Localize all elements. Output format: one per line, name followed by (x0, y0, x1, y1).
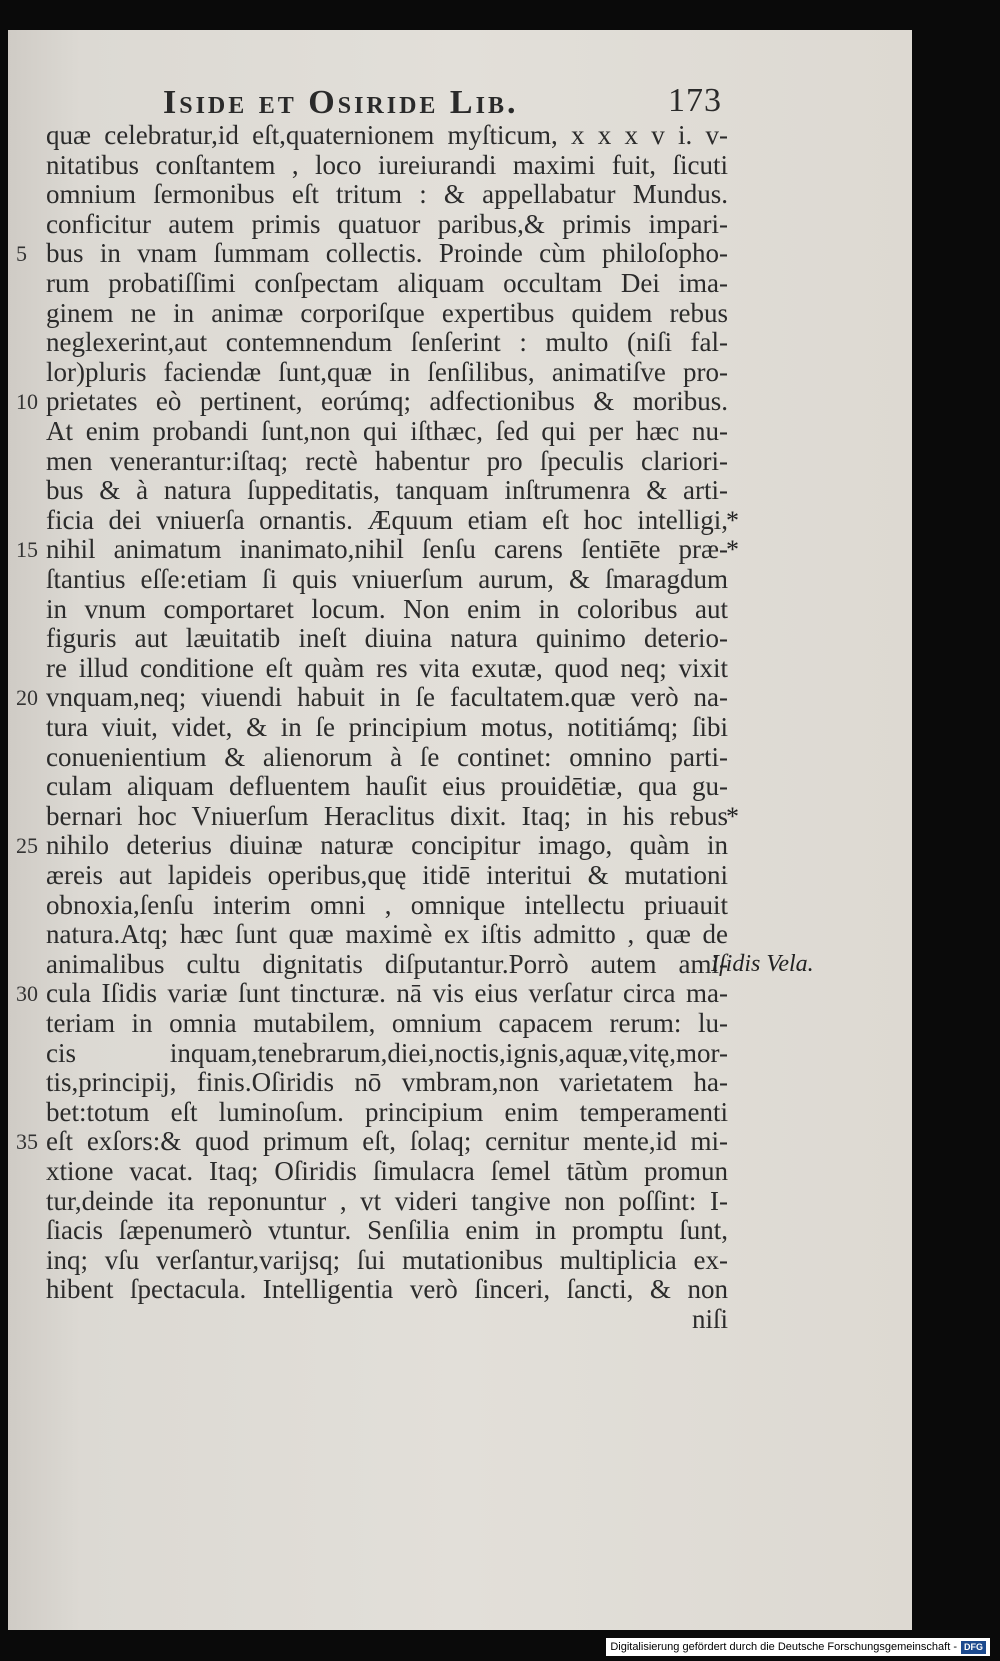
line-text: rum probatiſſimi conſpectam aliquam occultam Dei ima- (46, 268, 728, 298)
line-text: in vnum comportaret locum. Non enim in coloribus aut (46, 593, 728, 624)
text-line (8, 209, 912, 240)
line-text: omnium ſermonibus eſt tritum : & appellabatur Mundus. (46, 179, 728, 210)
line-number: 10 (16, 389, 38, 415)
line-text: neglexerint,aut contemnendum ſenſerint : multo (niſi fal- (46, 327, 728, 358)
line-text: obnoxia,ſenſu interim omni , omnique intellectu priuauit (46, 889, 728, 920)
text-line (8, 742, 912, 773)
text-line (8, 179, 912, 210)
line-text: tura viuit, videt, & in ſe principium motus, notitiámq; ſibi (46, 712, 728, 742)
line-number: 5 (16, 241, 27, 267)
line-text: hibent ſpectacula. Intelligentia verò ſinceri, ſancti, & non (46, 1274, 728, 1305)
line-text: men venerantur:iſtaq; rectè habentur pro ſpeculis clariori- (46, 445, 728, 476)
text-line (8, 594, 912, 625)
line-text: ficia dei vniuerſa ornantis. Æquum etiam eſt hoc intelligi, (46, 504, 728, 535)
text-line (8, 653, 912, 684)
line-text: natura.Atq; hæc ſunt quæ maximè ex iſtis admitto , quæ de (46, 919, 728, 950)
line-number: 30 (16, 981, 38, 1007)
line-text: bus in vnam ſummam collectis. Proinde cùm philoſopho- (46, 238, 728, 269)
text-line (8, 238, 912, 269)
line-text: culam aliquam defluentem hauſit eius prouidētiæ, qua gu- (46, 771, 728, 802)
line-text: ſiacis ſæpenumerò vtuntur. Senſilia enim in promptu ſunt, (46, 1215, 728, 1246)
text-line (8, 978, 912, 1009)
text-line (8, 534, 912, 565)
text-line (8, 919, 912, 950)
line-text: ginem ne in animæ corporiſque expertibus quidem rebus (46, 297, 728, 328)
line-text: At enim probandi ſunt,non qui iſthæc, ſed qui per hæc nu- (46, 416, 728, 446)
line-number: 35 (16, 1129, 38, 1155)
text-line (8, 830, 912, 861)
dfg-logo-icon: DFG (961, 1641, 986, 1654)
line-text: conuenientium & alienorum à ſe continet: omnino parti- (46, 741, 728, 772)
line-number: 25 (16, 833, 38, 859)
line-text: re illud conditione eſt quàm res vita exutæ, quod neq; vixit (46, 652, 728, 683)
line-text: cis inquam,tenebrarum,diei,noctis,ignis,aquæ,vitę,mor- (46, 1037, 728, 1068)
text-line (8, 505, 912, 536)
text-line (8, 1097, 912, 1128)
line-text: xtione vacat. Itaq; Oſiridis ſimulacra ſemel tātùm promun (46, 1156, 728, 1186)
text-line (8, 712, 912, 743)
line-text: æreis aut lapideis operibus,quę itidē interitui & mutationi (46, 860, 728, 890)
text-line (8, 1245, 912, 1276)
line-text: eſt exſors:& quod primum eſt, ſolaq; cernitur mente,id mi- (46, 1126, 728, 1157)
text-line (8, 771, 912, 802)
text-line (8, 564, 912, 595)
line-text: nihil animatum inanimato,nihil ſenſu carens ſentiēte præ- (46, 534, 728, 565)
text-line (8, 801, 912, 832)
line-text: prietates eò pertinent, eorúmq; adfectionibus & moribus. (46, 386, 728, 417)
marginal-note: Iſidis Vela. (711, 950, 814, 977)
text-line (8, 386, 912, 417)
asterisk-marginal-mark: * (726, 505, 739, 535)
running-title: Iside et Osiride Lib. (163, 84, 519, 121)
text-line (8, 150, 912, 181)
text-line (8, 298, 912, 329)
line-text: lor)pluris faciendæ ſunt,quæ in ſenſilibus, animatiſve pro- (46, 356, 728, 387)
text-line (8, 1008, 912, 1039)
line-text: quæ celebratur,id eſt,quaternionem myſticum, x x x v i. v- (46, 120, 728, 150)
line-text: figuris aut læuitatib ineſt diuina natura quinimo deterio- (46, 623, 728, 654)
line-text: cula Iſidis variæ ſunt tincturæ. nā vis eius verſatur circa ma- (46, 978, 728, 1009)
text-line (8, 1186, 912, 1217)
text-line (8, 890, 912, 921)
text-line (8, 446, 912, 477)
line-text: nitatibus conſtantem , loco iureiurandi maximi fuit, ſicuti (46, 149, 728, 180)
line-number: 15 (16, 537, 38, 563)
asterisk-marginal-mark: * (726, 535, 739, 565)
text-line (8, 1038, 912, 1069)
text-line (8, 327, 912, 358)
book-page (8, 30, 912, 1630)
text-line (8, 416, 912, 447)
line-text: bus & à natura ſuppeditatis, tanquam inſtrumenra & arti- (46, 475, 728, 506)
line-text: animalibus cultu dignitatis diſputantur.Porrò autem ami- (46, 948, 728, 979)
text-line (8, 357, 912, 388)
text-line (8, 1126, 912, 1157)
text-line (8, 1274, 912, 1305)
line-text: ſtantius eſſe:etiam ſi quis vniuerſum aurum, & ſmaragdum (46, 564, 728, 594)
text-line (8, 475, 912, 506)
line-number: 20 (16, 685, 38, 711)
text-line (8, 860, 912, 891)
text-line (8, 1215, 912, 1246)
text-line (8, 1067, 912, 1098)
line-text: inq; vſu verſantur,varijsq; ſui mutationibus multiplicia ex- (46, 1244, 728, 1275)
text-line (8, 1304, 912, 1335)
line-text: teriam in omnia mutabilem, omnium capacem rerum: lu- (46, 1008, 728, 1038)
asterisk-marginal-mark: * (726, 801, 739, 831)
line-text: tis,principij, finis.Oſiridis nō vmbram,non varietatem ha- (46, 1067, 728, 1098)
text-line (8, 682, 912, 713)
text-line (8, 268, 912, 299)
line-text: niſi (691, 1304, 728, 1334)
text-line (8, 120, 912, 151)
line-text: conficitur autem primis quatuor paribus,& primis impari- (46, 208, 728, 239)
line-text: bernari hoc Vniuerſum Heraclitus dixit. Itaq; in his rebus (46, 800, 728, 831)
page-number: 173 (668, 82, 722, 119)
text-line (8, 949, 912, 980)
digitization-footer (606, 1638, 990, 1656)
line-text: vnquam,neq; viuendi habuit in ſe facultatem.quæ verò na- (46, 682, 728, 713)
text-line (8, 1156, 912, 1187)
text-line (8, 623, 912, 654)
line-text: bet:totum eſt luminoſum. principium enim temperamenti (46, 1096, 728, 1127)
line-text: nihilo deterius diuinæ naturæ concipitur imago, quàm in (46, 830, 728, 861)
footer-credit: Digitalisierung gefördert durch die Deutsche Forschungsgemeinschaft - (610, 1641, 957, 1653)
line-text: tur,deinde ita reponuntur , vt videri tangive non poſſint: I- (46, 1185, 728, 1216)
